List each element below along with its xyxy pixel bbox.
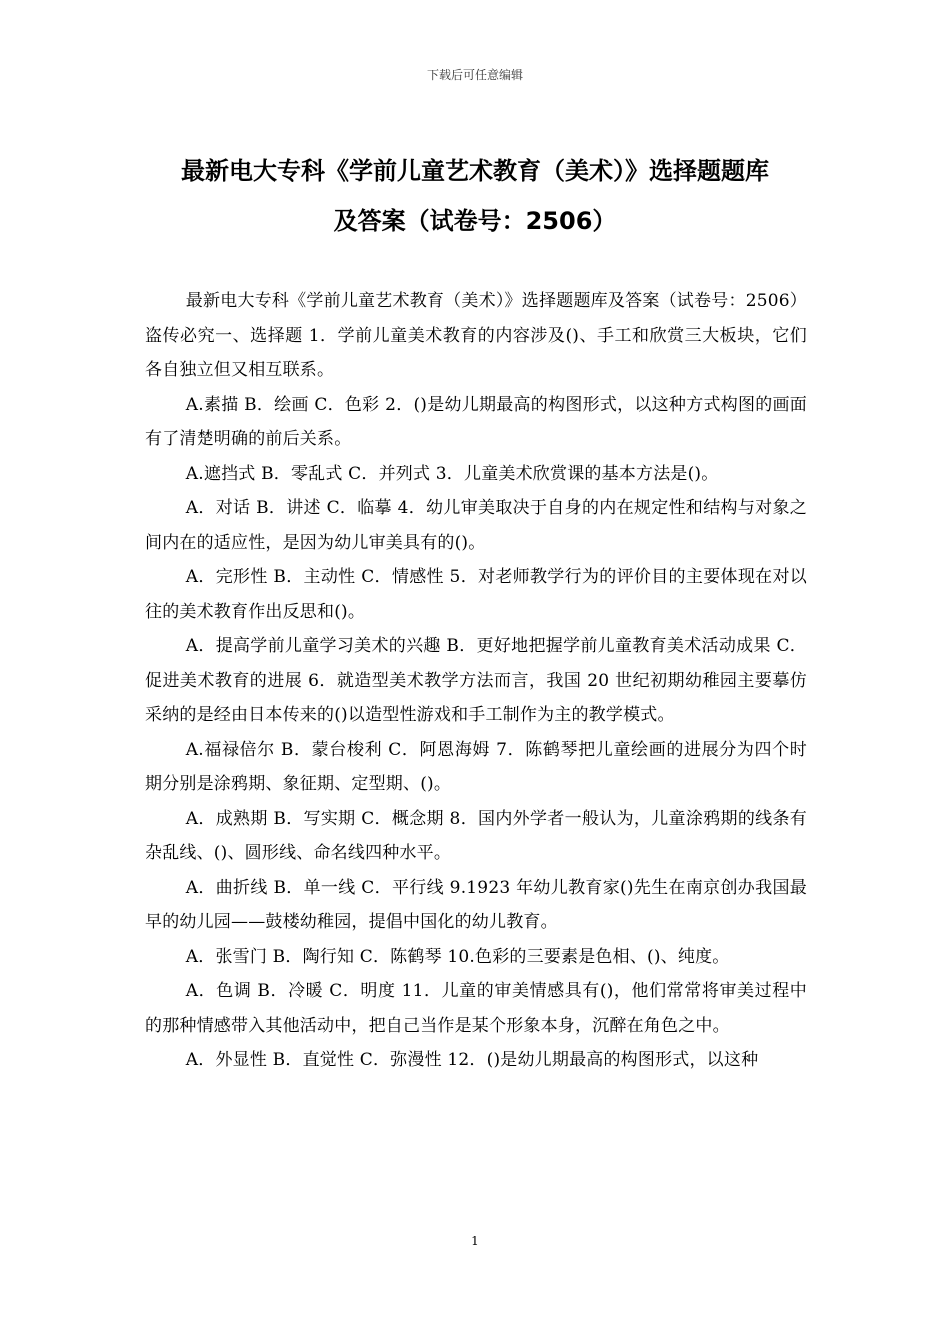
body-paragraph: A.福禄倍尔 B．蒙台梭利 C．阿恩海姆 7．陈鹤琴把儿童绘画的进展分为四个时期分别是涂鸦期、象征期、定型期、()。	[145, 739, 807, 794]
page-header-note: 下载后可任意编辑	[426, 68, 523, 82]
page-number: 1	[471, 1234, 479, 1248]
body-paragraph: A．曲折线 B．单一线 C．平行线 9.1923 年幼儿教育家()先生在南京创办我国最早的幼儿园——鼓楼幼稚园，提倡中国化的幼儿教育。	[145, 877, 807, 932]
body-paragraph: A．色调 B．冷暖 C．明度 11．儿童的审美情感具有()，他们常常将审美过程中的那种情感带入其他活动中，把自己当作是某个形象本身，沉醉在角色之中。	[145, 981, 807, 1036]
document-title	[120, 146, 830, 246]
document-title-line-1: 最新电大专科《学前儿童艺术教育（美术）》选择题题库	[181, 157, 769, 185]
body-paragraph: A．成熟期 B．写实期 C．概念期 8．国内外学者一般认为，儿童涂鸦期的线条有杂乱线、()、圆形线、命名线四种水平。	[145, 808, 807, 863]
body-paragraph: A.遮挡式 B．零乱式 C．并列式 3．儿童美术欣赏课的基本方法是()。	[185, 463, 719, 484]
document-body	[145, 284, 807, 1078]
body-paragraph: A．提高学前儿童学习美术的兴趣 B．更好地把握学前儿童教育美术活动成果 C．促进美术教育的进展 6．就造型美术教学方法而言，我国 20 世纪初期幼稚园主要摹仿采纳的是经由日本传来的()以造型性游戏和手工制作为主的教学模式。	[145, 636, 807, 725]
document-title-line-2: 及答案（试卷号：2506）	[333, 207, 617, 235]
body-paragraph: 最新电大专科《学前儿童艺术教育（美术）》选择题题库及答案（试卷号：2506）盗传必究一、选择题 1．学前儿童美术教育的内容涉及()、手工和欣赏三大板块，它们各自独立但又相互联系。	[145, 291, 807, 380]
body-paragraph: A．完形性 B．主动性 C．情感性 5．对老师教学行为的评价目的主要体现在对以往的美术教育作出反思和()。	[145, 567, 807, 622]
body-paragraph: A．张雪门 B．陶行知 C．陈鹤琴 10.色彩的三要素是色相、()、纯度。	[185, 946, 730, 967]
body-paragraph: A.素描 B．绘画 C．色彩 2．()是幼儿期最高的构图形式，以这种方式构图的画面有了清楚明确的前后关系。	[145, 394, 807, 449]
body-paragraph: A．对话 B．讲述 C．临摹 4．幼儿审美取决于自身的内在规定性和结构与对象之间内在的适应性，是因为幼儿审美具有的()。	[145, 498, 807, 553]
body-paragraph: A．外显性 B．直觉性 C．弥漫性 12．()是幼儿期最高的构图形式，以这种	[185, 1050, 759, 1070]
